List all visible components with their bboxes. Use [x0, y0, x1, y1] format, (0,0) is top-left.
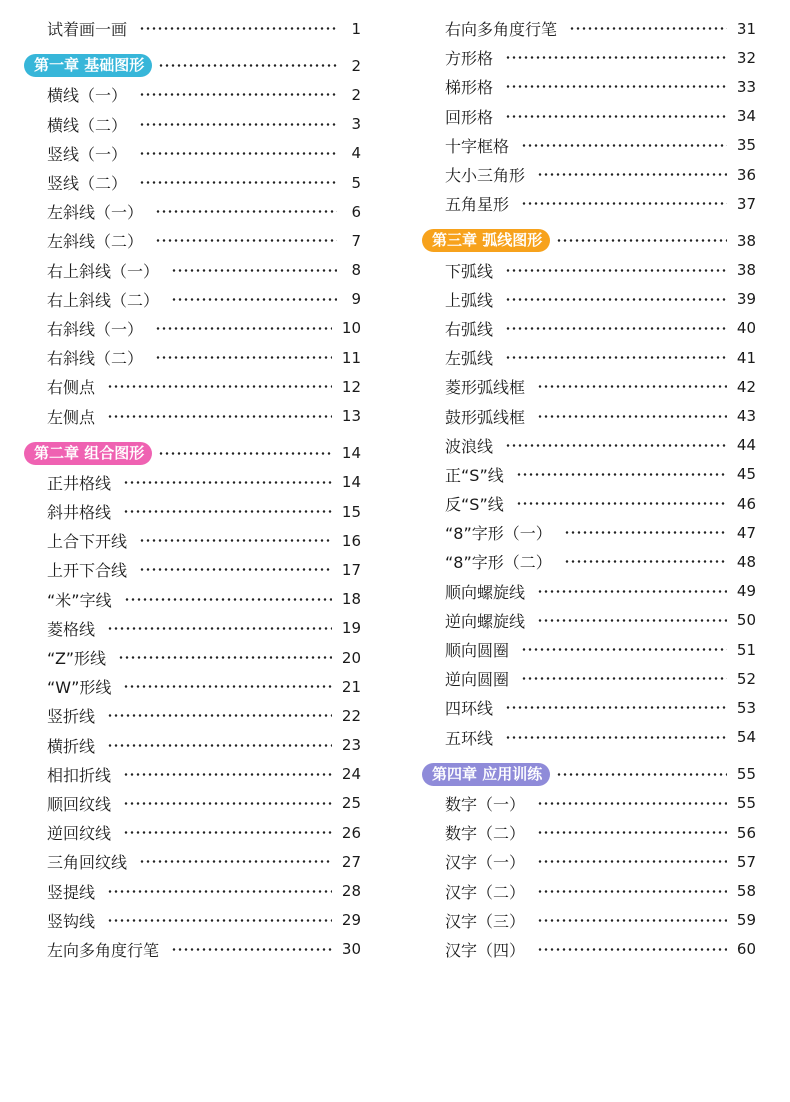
dot-leader: [505, 269, 727, 272]
toc-entry[interactable]: [422, 789, 756, 818]
dot-leader: [537, 385, 727, 388]
page-number: 27: [341, 852, 361, 871]
toc-entry[interactable]: [24, 731, 361, 760]
section-spacer: [422, 218, 756, 226]
dot-leader: [123, 510, 332, 513]
page-number: 28: [341, 882, 361, 901]
entry-title: 左向多角度行笔: [47, 940, 160, 960]
toc-entry[interactable]: [24, 672, 361, 701]
dot-leader: [118, 656, 332, 659]
entry-title: 右上斜线（一）: [47, 261, 160, 281]
entry-title: 竖折线: [47, 707, 96, 727]
toc-entry[interactable]: [24, 906, 361, 935]
entry-title: 菱形弧线框: [445, 378, 526, 398]
toc-entry[interactable]: [422, 635, 756, 664]
page-number: 2: [351, 56, 361, 75]
entry-title: 汉字（二）: [445, 882, 526, 902]
entry-title: 左斜线（一）: [47, 203, 144, 223]
dot-leader: [556, 239, 727, 242]
dot-leader: [107, 890, 332, 893]
section-spacer: [422, 752, 756, 760]
dot-leader: [107, 919, 332, 922]
entry-title: 横线（一）: [47, 86, 128, 106]
page-number: 56: [736, 823, 756, 842]
page-number: 7: [351, 231, 361, 250]
entry-title: 汉字（一）: [445, 853, 526, 873]
entry-title: 反“S”线: [445, 495, 504, 515]
entry-title: 相扣折线: [47, 765, 112, 785]
entry-title: 顺回纹线: [47, 794, 112, 814]
dot-leader: [521, 144, 727, 147]
entry-title: 上开下合线: [47, 561, 128, 581]
toc-entry[interactable]: [24, 760, 361, 789]
page-number: 10: [341, 319, 361, 338]
dot-leader: [521, 677, 727, 680]
toc-entry[interactable]: [422, 372, 756, 401]
dot-leader: [505, 56, 727, 59]
entry-title: 汉字（四）: [445, 940, 526, 960]
dot-leader: [537, 590, 727, 593]
entry-title: 逆回纹线: [47, 824, 112, 844]
dot-leader: [107, 415, 332, 418]
dot-leader: [521, 648, 727, 651]
page-number: 42: [736, 377, 756, 396]
dot-leader: [516, 473, 727, 476]
toc-entry[interactable]: [24, 526, 361, 555]
toc-chapter-heading[interactable]: [422, 226, 756, 255]
page-number: 44: [736, 436, 756, 455]
entry-title: 逆向圆圈: [445, 670, 510, 690]
toc-entry[interactable]: [24, 614, 361, 643]
page-number: 54: [736, 728, 756, 747]
page-number: 2: [351, 85, 361, 104]
chapter-title-badge: 第二章 组合图形: [24, 442, 152, 465]
dot-leader: [505, 736, 727, 739]
dot-leader: [107, 714, 332, 717]
toc-entry[interactable]: [422, 431, 756, 460]
dot-leader: [107, 627, 332, 630]
toc-entry[interactable]: [24, 256, 361, 285]
toc-entry[interactable]: [24, 789, 361, 818]
toc-entry[interactable]: [422, 314, 756, 343]
toc-entry[interactable]: [422, 285, 756, 314]
page-number: 3: [351, 115, 361, 134]
dot-leader: [123, 685, 332, 688]
dot-leader: [537, 619, 727, 622]
dot-leader: [171, 948, 332, 951]
entry-title: 十字框格: [445, 136, 510, 156]
page-number: 18: [341, 590, 361, 609]
page-number: 20: [341, 648, 361, 667]
dot-leader: [123, 773, 332, 776]
toc-entry[interactable]: [422, 189, 756, 218]
dot-leader: [139, 568, 332, 571]
toc-entry[interactable]: [24, 80, 361, 109]
entry-title: 正井格线: [47, 473, 112, 493]
dot-leader: [564, 531, 727, 534]
entry-title: 鼓形弧线框: [445, 407, 526, 427]
dot-leader: [537, 173, 727, 176]
page-number: 29: [341, 911, 361, 930]
toc-entry[interactable]: [24, 701, 361, 730]
dot-leader: [556, 773, 727, 776]
page-number: 59: [736, 911, 756, 930]
page-number: 48: [736, 552, 756, 571]
page-number: 53: [736, 698, 756, 717]
dot-leader: [158, 452, 332, 455]
entry-title: 右上斜线（二）: [47, 290, 160, 310]
toc-entry[interactable]: [24, 935, 361, 964]
page-number: 36: [736, 165, 756, 184]
entry-title: 横线（二）: [47, 115, 128, 135]
entry-title: 数字（一）: [445, 794, 526, 814]
entry-title: 四环线: [445, 699, 494, 719]
page-number: 19: [341, 619, 361, 638]
toc-entry[interactable]: [422, 518, 756, 547]
page-number: 8: [351, 261, 361, 280]
toc-entry[interactable]: [24, 343, 361, 372]
dot-leader: [505, 85, 727, 88]
page-number: 41: [736, 348, 756, 367]
page-number: 43: [736, 407, 756, 426]
page-number: 4: [351, 144, 361, 163]
page-number: 34: [736, 107, 756, 126]
dot-leader: [107, 744, 332, 747]
entry-title: 梯形格: [445, 78, 494, 98]
dot-leader: [505, 356, 727, 359]
dot-leader: [139, 152, 337, 155]
toc-column-right: [422, 14, 756, 964]
entry-title: 左弧线: [445, 349, 494, 369]
page-number: 47: [736, 523, 756, 542]
toc-entry[interactable]: [422, 489, 756, 518]
toc-entry[interactable]: [422, 818, 756, 847]
toc-entry[interactable]: [422, 723, 756, 752]
page-number: 24: [341, 765, 361, 784]
dot-leader: [124, 598, 332, 601]
toc-entry[interactable]: [24, 314, 361, 343]
dot-leader: [139, 539, 332, 542]
dot-leader: [516, 502, 727, 505]
chapter-title-badge: 第四章 应用训练: [422, 763, 550, 786]
page-number: 26: [341, 823, 361, 842]
section-spacer: [24, 431, 361, 439]
dot-leader: [139, 123, 337, 126]
toc-entry[interactable]: [422, 131, 756, 160]
toc-entry[interactable]: [24, 139, 361, 168]
entry-title: 菱格线: [47, 619, 96, 639]
toc-chapter-heading[interactable]: [24, 439, 361, 468]
dot-leader: [537, 415, 727, 418]
dot-leader: [123, 831, 332, 834]
dot-leader: [537, 831, 727, 834]
entry-title: 右向多角度行笔: [445, 20, 558, 40]
toc-chapter-heading[interactable]: [24, 51, 361, 80]
entry-title: 右斜线（二）: [47, 349, 144, 369]
toc-entry[interactable]: [422, 547, 756, 576]
entry-title: 回形格: [445, 107, 494, 127]
page-number: 12: [341, 377, 361, 396]
page-number: 39: [736, 290, 756, 309]
toc-entry[interactable]: [422, 847, 756, 876]
entry-title: 试着画一画: [47, 20, 128, 40]
dot-leader: [155, 210, 337, 213]
entry-title: 上弧线: [445, 290, 494, 310]
entry-title: 左斜线（二）: [47, 232, 144, 252]
entry-title: 数字（二）: [445, 824, 526, 844]
dot-leader: [139, 860, 332, 863]
entry-title: “8”字形（二）: [445, 553, 552, 573]
page-number: 32: [736, 48, 756, 67]
dot-leader: [537, 802, 727, 805]
dot-leader: [537, 890, 727, 893]
toc-entry[interactable]: [422, 606, 756, 635]
page-number: 46: [736, 494, 756, 513]
toc-entry[interactable]: [24, 818, 361, 847]
toc-entry[interactable]: [24, 497, 361, 526]
page-number: 17: [341, 560, 361, 579]
entry-title: 汉字（三）: [445, 911, 526, 931]
page-number: 15: [341, 502, 361, 521]
entry-title: 横折线: [47, 736, 96, 756]
page-number: 55: [736, 794, 756, 813]
page-number: 51: [736, 640, 756, 659]
dot-leader: [171, 298, 337, 301]
toc-entry[interactable]: [422, 693, 756, 722]
toc-entry[interactable]: [422, 43, 756, 72]
toc-entry[interactable]: [422, 460, 756, 489]
dot-leader: [505, 706, 727, 709]
toc-chapter-heading[interactable]: [422, 760, 756, 789]
entry-title: 竖线（二）: [47, 174, 128, 194]
dot-leader: [139, 93, 337, 96]
dot-leader: [505, 298, 727, 301]
page-number: 1: [351, 19, 361, 38]
toc-entry[interactable]: [24, 197, 361, 226]
page-number: 38: [736, 231, 756, 250]
entry-title: 三角回纹线: [47, 853, 128, 873]
toc-entry[interactable]: [422, 664, 756, 693]
page-number: 14: [341, 473, 361, 492]
page-number: 57: [736, 852, 756, 871]
entry-title: 顺向螺旋线: [445, 582, 526, 602]
dot-leader: [537, 948, 727, 951]
toc-entry[interactable]: [24, 585, 361, 614]
toc-entry[interactable]: [422, 401, 756, 430]
toc-entry[interactable]: [24, 555, 361, 584]
dot-leader: [505, 444, 727, 447]
dot-leader: [107, 385, 332, 388]
dot-leader: [155, 327, 332, 330]
entry-title: 波浪线: [445, 436, 494, 456]
dot-leader: [123, 802, 332, 805]
page-number: 38: [736, 261, 756, 280]
entry-title: “Z”形线: [47, 649, 106, 669]
toc-entry[interactable]: [422, 14, 756, 43]
entry-title: 上合下开线: [47, 532, 128, 552]
entry-title: 左侧点: [47, 407, 96, 427]
page-number: 11: [341, 348, 361, 367]
entry-title: 大小三角形: [445, 166, 526, 186]
toc-entry[interactable]: [24, 226, 361, 255]
toc-entry[interactable]: [422, 160, 756, 189]
page-number: 40: [736, 319, 756, 338]
page-number: 14: [341, 444, 361, 463]
toc-entry[interactable]: [24, 643, 361, 672]
entry-title: 斜井格线: [47, 503, 112, 523]
entry-title: “米”字线: [47, 590, 112, 610]
page-number: 5: [351, 173, 361, 192]
page-number: 55: [736, 765, 756, 784]
dot-leader: [155, 356, 332, 359]
dot-leader: [171, 269, 337, 272]
page-number: 23: [341, 736, 361, 755]
dot-leader: [139, 181, 337, 184]
toc-entry[interactable]: [422, 876, 756, 905]
dot-leader: [569, 27, 727, 30]
page-number: 16: [341, 531, 361, 550]
entry-title: 右斜线（一）: [47, 319, 144, 339]
entry-title: “W”形线: [47, 678, 112, 698]
toc-entry[interactable]: [422, 906, 756, 935]
page-number: 25: [341, 794, 361, 813]
toc-entry[interactable]: [24, 401, 361, 430]
page-number: 49: [736, 582, 756, 601]
toc-entry[interactable]: [422, 72, 756, 101]
toc-column-left: [24, 14, 361, 964]
entry-title: 竖钩线: [47, 911, 96, 931]
toc-entry[interactable]: [24, 110, 361, 139]
toc-entry[interactable]: [24, 468, 361, 497]
entry-title: 下弧线: [445, 261, 494, 281]
chapter-title-badge: 第三章 弧线图形: [422, 229, 550, 252]
page-number: 33: [736, 77, 756, 96]
toc-entry[interactable]: [422, 256, 756, 285]
dot-leader: [537, 919, 727, 922]
page-number: 22: [341, 706, 361, 725]
entry-title: 顺向圆圈: [445, 641, 510, 661]
page-number: 45: [736, 465, 756, 484]
toc-entry[interactable]: [422, 102, 756, 131]
dot-leader: [564, 560, 727, 563]
entry-title: 右侧点: [47, 378, 96, 398]
page-number: 52: [736, 669, 756, 688]
toc-entry[interactable]: [422, 935, 756, 964]
chapter-title-badge: 第一章 基础图形: [24, 54, 152, 77]
dot-leader: [537, 860, 727, 863]
toc-entry[interactable]: [24, 168, 361, 197]
dot-leader: [521, 202, 727, 205]
entry-title: 方形格: [445, 49, 494, 69]
page-number: 35: [736, 136, 756, 155]
page-number: 6: [351, 202, 361, 221]
page-number: 37: [736, 194, 756, 213]
entry-title: 五环线: [445, 728, 494, 748]
toc-entry[interactable]: [24, 285, 361, 314]
entry-title: “8”字形（一）: [445, 524, 552, 544]
page-number: 9: [351, 290, 361, 309]
entry-title: 正“S”线: [445, 465, 504, 485]
toc-entry[interactable]: [422, 343, 756, 372]
entry-title: 右弧线: [445, 319, 494, 339]
page-number: 21: [341, 677, 361, 696]
section-spacer: [24, 43, 361, 51]
dot-leader: [123, 481, 332, 484]
page-number: 31: [736, 19, 756, 38]
toc-entry[interactable]: [24, 372, 361, 401]
page-number: 30: [341, 940, 361, 959]
page-number: 50: [736, 611, 756, 630]
toc-entry[interactable]: [422, 577, 756, 606]
entry-title: 逆向螺旋线: [445, 611, 526, 631]
dot-leader: [155, 239, 337, 242]
page-number: 13: [341, 407, 361, 426]
toc-entry[interactable]: [24, 876, 361, 905]
entry-title: 竖提线: [47, 882, 96, 902]
dot-leader: [158, 64, 337, 67]
dot-leader: [505, 115, 727, 118]
toc-entry[interactable]: [24, 14, 361, 43]
page-number: 60: [736, 940, 756, 959]
dot-leader: [505, 327, 727, 330]
dot-leader: [139, 27, 337, 30]
page-number: 58: [736, 882, 756, 901]
toc-entry[interactable]: [24, 847, 361, 876]
entry-title: 竖线（一）: [47, 144, 128, 164]
entry-title: 五角星形: [445, 195, 510, 215]
